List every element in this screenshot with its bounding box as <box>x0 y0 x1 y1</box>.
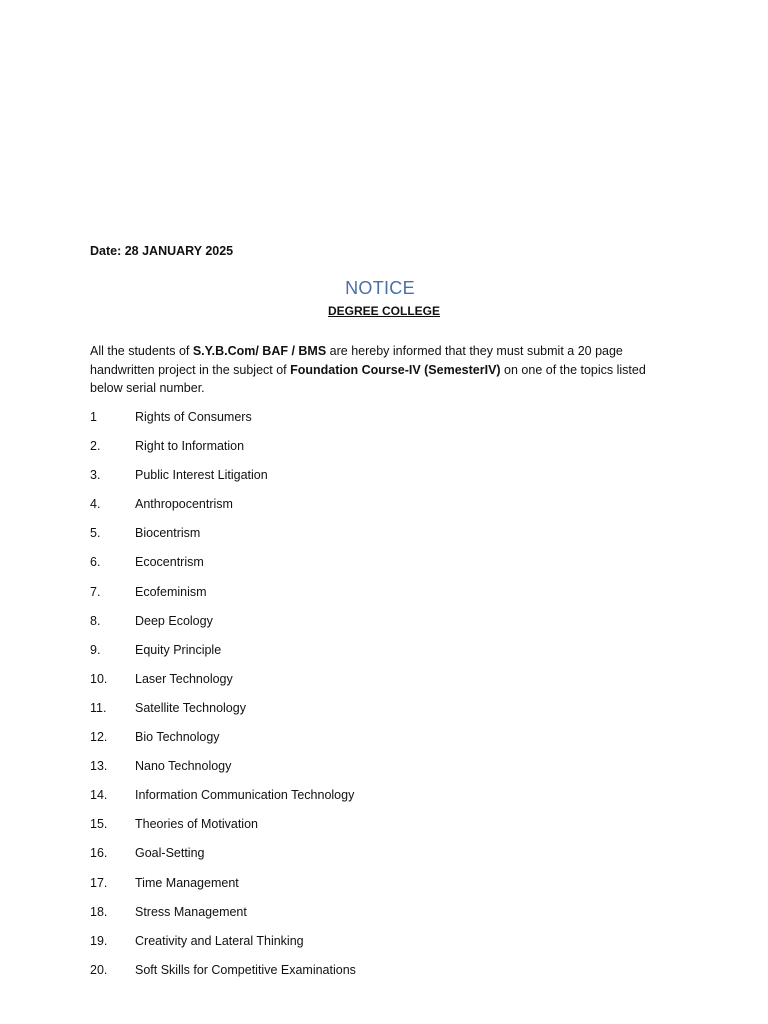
topic-text: Information Communication Technology <box>135 788 355 803</box>
intro-text-2: are hereby informed that they must submit a 20 page handwritten project in the subject of <box>90 344 623 377</box>
topic-text: Theories of Motivation <box>135 817 258 832</box>
intro-courses: S.Y.B.Com/ BAF / BMS <box>192 344 327 358</box>
topic-number: 12. <box>90 730 108 745</box>
topic-text: Bio Technology <box>135 730 220 745</box>
topic-item <box>90 553 690 582</box>
topic-number: 6. <box>90 555 101 570</box>
topic-text: Nano Technology <box>135 759 232 774</box>
topic-number: 20. <box>90 962 108 977</box>
topic-text: Anthropocentrism <box>135 497 233 512</box>
topic-number: 7. <box>90 584 101 599</box>
topic-list <box>90 408 690 990</box>
topic-item <box>90 815 690 844</box>
topic-item <box>90 437 690 466</box>
topic-text: Ecocentrism <box>135 555 204 570</box>
topic-text: Ecofeminism <box>135 584 207 599</box>
topic-item <box>90 786 690 815</box>
college-name: DEGREE COLLEGE <box>327 304 440 318</box>
topic-text: Creativity and Lateral Thinking <box>135 933 304 948</box>
intro-text-3: on one of the topics listed below serial number. <box>90 362 646 395</box>
topic-number: 3. <box>90 468 101 483</box>
topic-number: 11. <box>90 700 107 715</box>
topic-item <box>90 670 690 699</box>
topic-text: Soft Skills for Competitive Examinations <box>135 962 356 977</box>
topic-number: 5. <box>90 526 101 541</box>
topic-text: Deep Ecology <box>135 613 213 628</box>
topic-number: 1 <box>90 410 97 424</box>
topic-text: Rights of Consumers <box>135 410 252 424</box>
topic-text: Goal-Setting <box>135 846 205 861</box>
topic-text: Right to Information <box>135 439 245 454</box>
topic-item <box>90 932 690 961</box>
topic-item <box>90 844 690 873</box>
notice-date: Date: 28 JANUARY 2025 <box>90 244 234 258</box>
topic-number: 9. <box>90 642 101 657</box>
intro-paragraph <box>90 342 670 398</box>
topic-number: 17. <box>90 875 108 890</box>
topic-text: Time Management <box>135 875 239 890</box>
topic-item <box>90 583 690 612</box>
topic-item <box>90 524 690 553</box>
topic-item <box>90 728 690 757</box>
topic-number: 2. <box>90 439 101 454</box>
topic-number: 10. <box>90 671 108 686</box>
topic-item <box>90 874 690 903</box>
topic-number: 16. <box>90 846 108 861</box>
topic-item <box>90 408 690 437</box>
topic-item <box>90 699 690 728</box>
topic-number: 13. <box>90 759 108 774</box>
topic-item <box>90 641 690 670</box>
topic-text: Equity Principle <box>135 642 222 657</box>
topic-item <box>90 961 690 990</box>
topic-text: Public Interest Litigation <box>135 468 268 483</box>
topic-item <box>90 757 690 786</box>
topic-number: 15. <box>90 817 108 832</box>
topic-number: 18. <box>90 904 108 919</box>
topic-text: Laser Technology <box>135 671 233 686</box>
topic-number: 4. <box>90 497 101 512</box>
topic-number: 19. <box>90 933 108 948</box>
topic-item <box>90 495 690 524</box>
topic-item <box>90 466 690 495</box>
topic-number: 8. <box>90 613 101 628</box>
topic-text: Satellite Technology <box>135 700 246 715</box>
topic-text: Stress Management <box>135 904 247 919</box>
intro-text-1: All the students of <box>90 344 193 358</box>
topic-text: Biocentrism <box>135 526 201 541</box>
notice-title: NOTICE <box>345 278 415 298</box>
topic-item <box>90 903 690 932</box>
topic-number: 14. <box>90 788 108 803</box>
topic-item <box>90 612 690 641</box>
intro-subject: Foundation Course-IV (SemesterIV) <box>290 362 501 377</box>
